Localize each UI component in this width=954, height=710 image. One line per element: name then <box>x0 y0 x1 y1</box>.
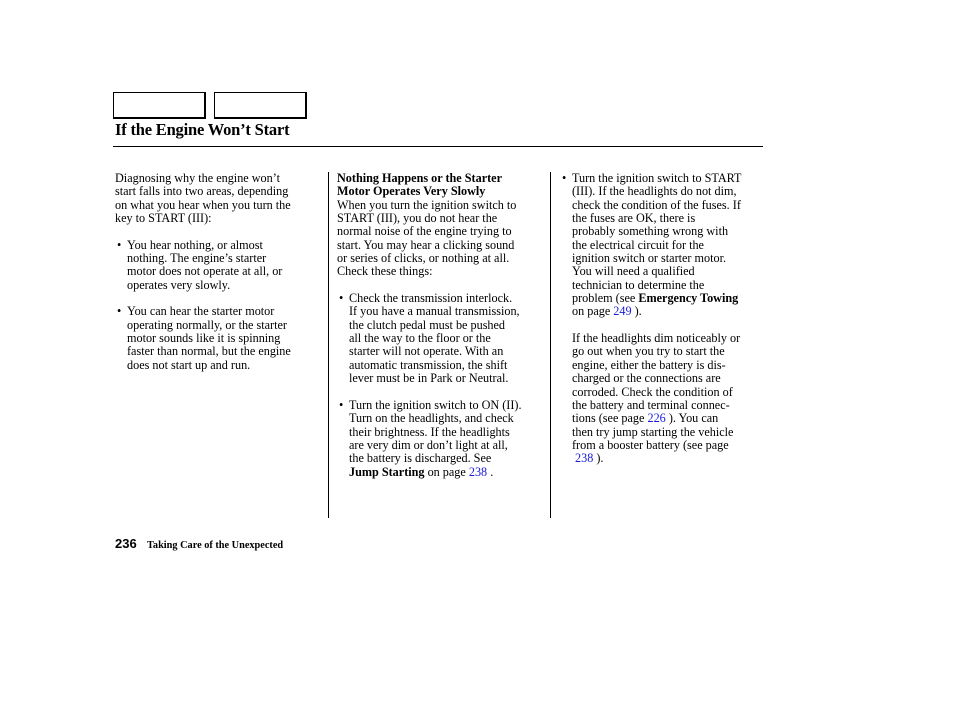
page-link-238[interactable]: 238 <box>468 464 488 479</box>
column-2 <box>337 172 547 479</box>
column-divider <box>328 172 329 518</box>
intro-paragraph: When you turn the ignition switch to START (III), you do not hear the normal noise of the engine trying to start. You may hear a clicking sound or series of clicks, or nothing at all. Check these things: <box>337 197 517 279</box>
bullet-item-hear-nothing: • You hear nothing, or almost nothing. The engine’s starter motor does not operate at all, or operates very slowly. <box>115 239 320 292</box>
bullet-item-transmission-interlock: • Check the transmission interlock. If you have a manual transmission, the clutch pedal must be pushed all the way to the floor or the starter will not operate. With an automatic transmission, the shift lever must be in Park or Neutral. <box>337 292 547 385</box>
page-link-238[interactable]: 238 <box>575 451 594 466</box>
page-number: 236 <box>115 536 137 551</box>
title-divider <box>113 146 763 147</box>
page-link-249[interactable]: 249 <box>613 304 632 319</box>
battery-paragraph: If the headlights dim noticeably or go out when you try to start the engine, either the battery is dis- charged or the connections are corroded. Check the condition of the battery and terminal connec- tions (see page 226 ). You can then try jump starting the vehicle from a booster battery (see page 238 ). <box>572 331 741 466</box>
page-link-226[interactable]: 226 <box>647 411 666 426</box>
column-3 <box>562 172 767 466</box>
column-divider <box>550 172 551 518</box>
column-1 <box>115 172 320 372</box>
bullet-item-turn-to-start: • Turn the ignition switch to START (III). If the headlights do not dim, check the condition of the fuses. If the fuses are OK, there is probably something wrong with the electrical circuit for the ignition switch or starter motor. You will need a qualified technician to determine the problem (see Emergency Towing on page 249 ). <box>562 172 767 319</box>
emergency-towing-reference: Emergency Towing <box>638 291 739 306</box>
next-page-button[interactable] <box>214 92 307 119</box>
bullet-item-starter-normal: • You can hear the starter motor operating normally, or the starter motor sounds like it is spinning faster than normal, but the engine does not start up and run. <box>115 305 320 372</box>
section-heading: Nothing Happens or the Starter Motor Operates Very Slowly <box>337 171 502 199</box>
bullet-item-check-headlights: • Turn the ignition switch to ON (II). Turn on the headlights, and check their brightness. If the headlights are very dim or don’t light at all, the battery is discharged. See Jump Starting on page 238 . <box>337 399 547 479</box>
jump-starting-reference: Jump Starting <box>349 464 425 479</box>
previous-page-button[interactable] <box>113 92 206 119</box>
page-title: If the Engine Won’t Start <box>115 120 290 139</box>
section-name: Taking Care of the Unexpected <box>147 540 284 551</box>
intro-paragraph: Diagnosing why the engine won’t start falls into two areas, depending on what you hear when you turn the key to START (III): <box>115 171 291 226</box>
